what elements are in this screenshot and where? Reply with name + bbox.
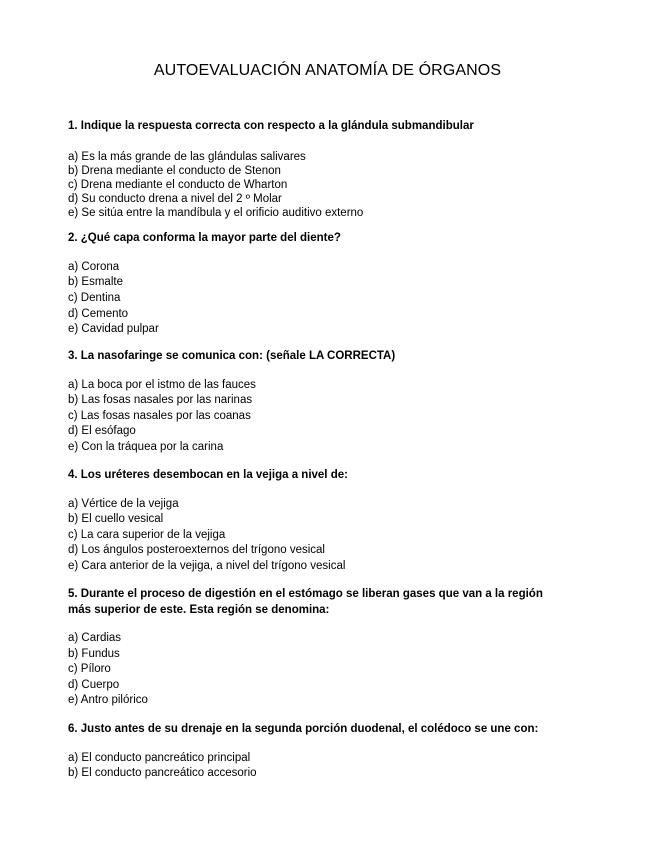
question-4 — [68, 468, 568, 574]
option-d: d) Cemento — [68, 307, 129, 320]
question-2 — [68, 231, 568, 338]
option-c: c) Drena mediante el conducto de Wharton — [68, 178, 288, 191]
question-text: 5. Durante el proceso de digestión en el estómago se liberan gases que van a la región más superior de este. Esta región se denomina: — [68, 588, 543, 616]
option-list — [68, 260, 568, 339]
question-1 — [68, 119, 568, 221]
option-c: c) Dentina — [68, 291, 121, 304]
option-b: b) Fundus — [68, 647, 120, 660]
option-c: c) Píloro — [68, 663, 111, 676]
option-a: a) Es la más grande de las glándulas salivares — [68, 150, 306, 163]
option-b: b) Esmalte — [68, 276, 123, 289]
option-a: a) El conducto pancreático principal — [68, 751, 251, 764]
option-e: e) Cavidad pulpar — [68, 323, 159, 336]
option-list — [68, 631, 568, 709]
question-text: 6. Justo antes de su drenaje en la segunda porción duodenal, el colédoco se une con: — [68, 723, 539, 735]
option-e: e) Se sitúa entre la mandíbula y el orificio auditivo externo — [68, 207, 364, 220]
question-text: 1. Indique la respuesta correcta con respecto a la glándula submandibular — [68, 120, 474, 132]
option-a: a) Corona — [68, 260, 120, 273]
option-d: d) Su conducto drena a nivel del 2 º Molar — [68, 193, 282, 206]
option-d: d) Los ángulos posteroexternos del trígono vesical — [68, 544, 325, 557]
question-text: 3. La nasofaringe se comunica con: (señale LA CORRECTA) — [68, 350, 396, 362]
option-b: b) Las fosas nasales por las narinas — [68, 394, 253, 407]
option-a: a) Vértice de la vejiga — [68, 497, 179, 510]
option-c: c) La cara superior de la vejiga — [68, 528, 226, 541]
option-c: c) Las fosas nasales por las coanas — [68, 409, 251, 422]
question-text: 2. ¿Qué capa conforma la mayor parte del diente? — [68, 232, 341, 244]
option-d: d) El esófago — [68, 425, 136, 438]
question-6 — [68, 722, 568, 782]
question-3 — [68, 349, 568, 455]
option-list — [68, 378, 568, 456]
option-list — [68, 751, 568, 782]
option-a: a) Cardias — [68, 632, 122, 644]
question-text: 4. Los uréteres desembocan en la vejiga a nivel de: — [68, 469, 348, 481]
option-e: e) Con la tráquea por la carina — [68, 440, 224, 453]
option-list — [68, 150, 568, 221]
option-e: e) Antro pilórico — [68, 694, 148, 707]
option-b: b) El conducto pancreático accesorio — [68, 767, 257, 780]
option-e: e) Cara anterior de la vejiga, a nivel del trígono vesical — [68, 559, 346, 572]
option-d: d) Cuerpo — [68, 678, 120, 691]
document-title: AUTOEVALUACIÓN ANATOMÍA DE ÓRGANOS — [153, 62, 502, 79]
question-5 — [68, 587, 568, 709]
option-b: b) El cuello vesical — [68, 513, 164, 526]
option-list — [68, 497, 568, 575]
option-b: b) Drena mediante el conducto de Stenon — [68, 164, 281, 177]
option-a: a) La boca por el istmo de las fauces — [68, 378, 256, 391]
